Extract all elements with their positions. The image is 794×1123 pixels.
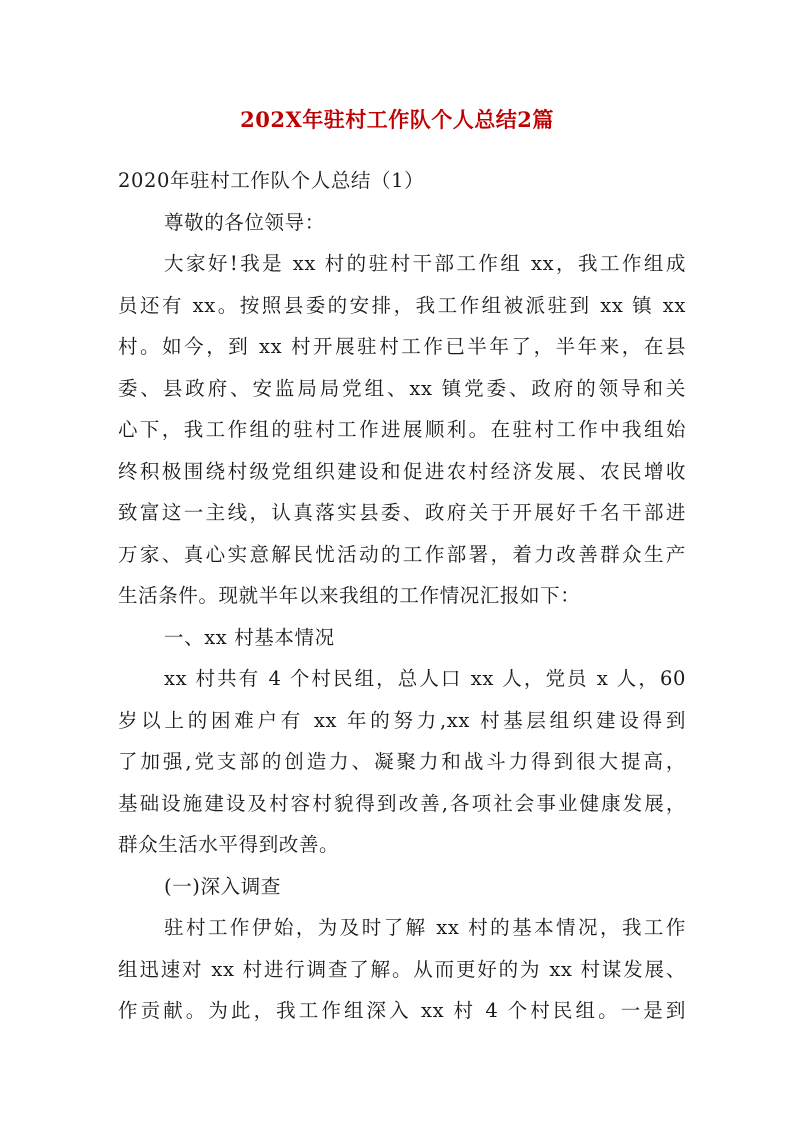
paragraph-line: 大家好!我是 xx 村的驻村干部工作组 xx，我工作组成: [164, 252, 686, 275]
paragraph-line: 委、县政府、安监局局党组、xx 镇党委、政府的领导和关: [118, 376, 686, 400]
document-body: [118, 160, 686, 1032]
paragraph-line: 员还有 xx。按照县委的安排，我工作组被派驻到 xx 镇 xx: [118, 293, 686, 317]
paragraph-line: 万家、真心实意解民忧活动的工作部署，着力改善群众生产: [118, 542, 686, 566]
paragraph-line: 村。如今，到 xx 村开展驻村工作已半年了，半年来，在县: [118, 335, 686, 358]
section-subtitle: 2020年驻村工作队个人总结（1）: [118, 169, 425, 192]
salutation: 尊敬的各位领导：: [164, 210, 325, 234]
paragraph-line: 了加强,党支部的创造力、凝聚力和战斗力得到很大提高，: [118, 750, 686, 773]
subsection-heading: (一)深入调查: [164, 874, 281, 898]
paragraph-line: 终积极围绕村级党组织建设和促进农村经济发展、农民增收: [118, 459, 686, 483]
paragraph-line: 作贡献。为此，我工作组深入 xx 村 4 个村民组。一是到: [118, 999, 686, 1022]
document-title: 202X年驻村工作队个人总结2篇: [240, 107, 554, 132]
paragraph-line: 岁以上的困难户有 xx 年的努力,xx 村基层组织建设得到: [118, 708, 686, 732]
section-heading: 一、xx 村基本情况: [164, 625, 335, 649]
paragraph-line: 致富这一主线，认真落实县委、政府关于开展好千名干部进: [118, 501, 686, 524]
paragraph-line: 基础设施建设及村容村貌得到改善,各项社会事业健康发展，: [118, 791, 686, 815]
paragraph-line: 驻村工作伊始，为及时了解 xx 村的基本情况，我工作: [164, 916, 686, 939]
paragraph-line: 心下，我工作组的驻村工作进展顺利。在驻村工作中我组始: [118, 418, 686, 441]
paragraph-line: 组迅速对 xx 村进行调查了解。从而更好的为 xx 村谋发展、: [118, 957, 686, 981]
paragraph-line: 群众生活水平得到改善。: [118, 833, 340, 856]
paragraph-line: xx 村共有 4 个村民组，总人口 xx 人，党员 x 人，60: [164, 667, 686, 690]
paragraph-line: 生活条件。现就半年以来我组的工作情况汇报如下：: [118, 584, 581, 607]
